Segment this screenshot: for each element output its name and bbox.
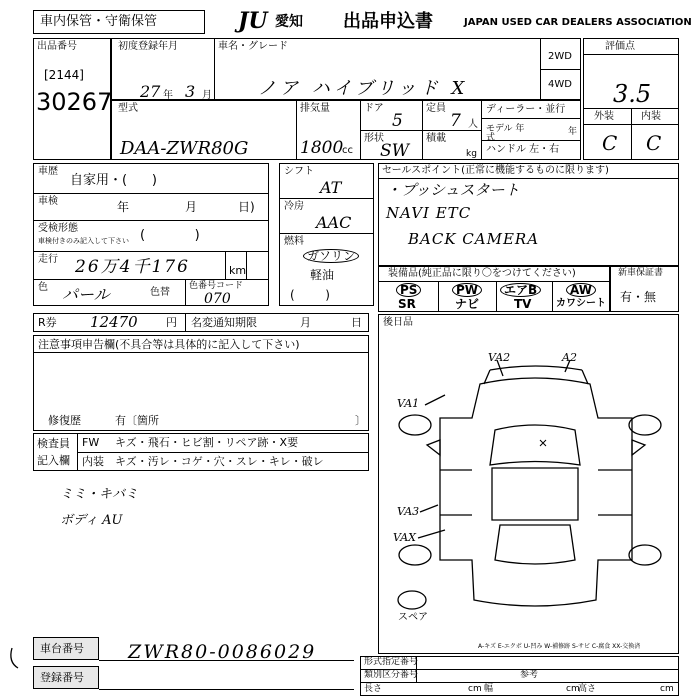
- doors-label: ドア: [364, 103, 384, 114]
- first-reg-year: 27: [140, 82, 161, 101]
- divider: [33, 279, 269, 280]
- r-value: 12470: [90, 313, 138, 331]
- color-code-label: 色番号コード: [189, 281, 244, 291]
- type-value: DAA-ZWR80G: [120, 138, 249, 159]
- interior-insp-label: 内装: [82, 455, 104, 468]
- equip-bottom-1: SR: [398, 297, 416, 311]
- fuel-gas: ガソリン: [303, 249, 359, 263]
- history-label: 車歴: [38, 166, 58, 177]
- sales-line-3: BACK CAMERA: [408, 230, 540, 248]
- divider: [246, 251, 247, 279]
- equipment-label: 装備品(純正品に限り〇をつけてください): [388, 268, 576, 279]
- divider: [77, 452, 369, 453]
- receive-label: 受検形態: [38, 223, 78, 234]
- history-value: 自家用・( ): [70, 173, 157, 188]
- diagram-box: [378, 314, 679, 654]
- first-reg-month-unit: 月: [202, 90, 212, 101]
- interior-grade: C: [646, 131, 662, 155]
- sales-line-2: NAVI ETC: [386, 204, 472, 222]
- remark-2: ボディ AU: [60, 513, 123, 528]
- equip-bottom-3: TV: [514, 297, 532, 311]
- interior-insp-items: キズ・汚レ・コゲ・穴・スレ・キレ・破レ: [115, 455, 324, 468]
- drive-2wd: 2WD: [548, 51, 572, 62]
- height-unit: cm: [660, 684, 674, 694]
- equip-top-3: エアB: [500, 283, 541, 297]
- warranty-label: 新車保証書: [618, 268, 664, 278]
- divider: [279, 233, 374, 234]
- score-value: 3.5: [613, 80, 652, 108]
- model-label: 車名・グレード: [218, 41, 288, 52]
- disp-value: 1800: [300, 138, 344, 158]
- chassis-label: 車台番号: [40, 642, 84, 655]
- shape-label: 形状: [364, 133, 384, 144]
- ac-label: 冷房: [284, 201, 304, 212]
- class-no-label: 類別区分番号: [364, 670, 419, 680]
- divider: [214, 38, 215, 100]
- inspector-label-2: 記入欄: [37, 454, 70, 467]
- divider: [296, 100, 297, 160]
- association-name: JAPAN USED CAR DEALERS ASSOCIATION: [464, 17, 692, 28]
- first-reg-label: 初度登録年月: [118, 41, 178, 52]
- mark-vax: VAX: [393, 531, 416, 544]
- height-label: 高さ: [578, 684, 597, 694]
- mark-va1: VA1: [397, 397, 420, 410]
- color-change-label: 色替: [150, 287, 170, 298]
- r-label: R券: [38, 316, 57, 329]
- divider: [33, 220, 269, 221]
- damage-legend: A-キズ E-エクボ U-凹み W-補修跡 S-サビ C-腐食 XX-交換済: [478, 643, 641, 650]
- type-label: 型式: [118, 103, 138, 114]
- remark-1: ミミ・キバミ: [60, 487, 139, 502]
- mark-a2: A2: [562, 351, 577, 364]
- mark-va3: VA3: [397, 505, 420, 518]
- lot-sub: [2144]: [44, 68, 84, 82]
- divider: [225, 251, 226, 279]
- color-value: パール: [62, 285, 110, 304]
- sales-label: セールスポイント(正常に機能するものに限ります): [382, 165, 609, 176]
- mileage-label: 走行: [38, 254, 58, 265]
- exterior-grade: C: [602, 131, 618, 155]
- ac-value: AAC: [316, 213, 352, 232]
- divider: [552, 281, 553, 312]
- disp-label: 排気量: [300, 103, 330, 114]
- r-unit: 円: [166, 316, 177, 329]
- inspection-year: 年: [117, 200, 130, 214]
- color-code-value: 070: [204, 291, 231, 307]
- dealer-label: ディーラー・並行: [486, 104, 566, 115]
- name-change-day: 日: [351, 316, 362, 329]
- lot-label: 出品番号: [37, 41, 77, 52]
- warranty-value: 有・無: [620, 290, 657, 304]
- len-unit: cm: [468, 684, 482, 694]
- spare-label: スペア: [398, 612, 428, 623]
- load-unit: kg: [466, 149, 477, 159]
- divider: [438, 281, 439, 312]
- divider: [33, 352, 369, 353]
- seats-unit: 人: [468, 119, 478, 130]
- ref-label: 参考: [520, 670, 539, 680]
- lot-number: 30267: [36, 88, 113, 116]
- divider: [360, 682, 679, 683]
- score-label: 評価点: [605, 41, 635, 52]
- chassis-value: ZWR80-0086029: [128, 641, 317, 663]
- shift-value: AT: [320, 178, 342, 197]
- width-label: 幅: [484, 684, 494, 694]
- name-change-label: 名変通知期限: [191, 316, 257, 329]
- fw-label: FW: [82, 436, 100, 449]
- fuel-diesel: 軽油: [310, 268, 335, 282]
- year-unit: 年: [568, 127, 578, 137]
- ju-logo: JU: [238, 8, 268, 34]
- exterior-label: 外装: [594, 111, 614, 122]
- divider: [185, 313, 186, 332]
- divider: [185, 279, 186, 306]
- divider: [279, 198, 374, 199]
- repair-value: 有〔箇所: [115, 414, 159, 427]
- divider: [378, 178, 679, 179]
- equip-top-2: PW: [452, 283, 482, 297]
- first-reg-month: 3: [185, 82, 196, 101]
- receive-value: ( ): [140, 228, 200, 243]
- inspection-month: 月: [185, 200, 198, 214]
- inspection-day: 日): [238, 200, 255, 214]
- divider: [631, 108, 632, 160]
- len-label: 長さ: [364, 684, 383, 694]
- mark-va2: VA2: [488, 351, 511, 364]
- seats-label: 定員: [426, 103, 446, 114]
- divider: [540, 69, 581, 70]
- divider: [583, 54, 679, 55]
- rear-label: 後日品: [383, 317, 413, 328]
- reg-label: 登録番号: [40, 671, 84, 684]
- first-reg-year-unit: 年: [163, 90, 173, 101]
- interior-label: 内装: [641, 111, 661, 122]
- storage-note: 車内保管・守衛保管: [40, 14, 158, 29]
- fw-items: キズ・飛石・ヒビ割・リペア跡・X要: [115, 436, 299, 449]
- divider: [360, 130, 481, 131]
- divider: [496, 281, 497, 312]
- divider: [583, 124, 679, 125]
- repair-close: 〕: [355, 414, 366, 427]
- color-label: 色: [38, 282, 48, 293]
- fuel-label: 燃料: [284, 236, 304, 247]
- model-value: ノア ハイブリッド X: [258, 78, 469, 99]
- doors-value: 5: [392, 111, 403, 131]
- equip-top-1: PS: [396, 283, 421, 297]
- form-title: 出品申込書: [343, 11, 433, 32]
- divider: [378, 281, 610, 282]
- notes-label: 注意事項申告欄(不具合等は具体的に記入して下さい): [38, 338, 300, 351]
- divider: [33, 251, 269, 252]
- load-label: 積載: [426, 133, 446, 144]
- divider: [481, 118, 581, 119]
- shape-value: SW: [380, 141, 410, 161]
- fuel-other: ( ): [290, 288, 330, 302]
- mileage-unit: km: [229, 264, 247, 277]
- divider: [99, 689, 354, 690]
- equip-top-4: AW: [566, 283, 596, 297]
- inspector-label-1: 検査員: [37, 437, 70, 450]
- equip-bottom-4: カワシート: [556, 298, 606, 309]
- form-no-label: 形式指定番号: [364, 657, 419, 667]
- shift-label: シフト: [284, 166, 314, 177]
- divider: [33, 193, 269, 194]
- receive-sub: 車検付きのみ記入して下さい: [38, 237, 129, 245]
- sales-line-1: ・プッシュスタート: [386, 181, 520, 199]
- repair-label: 修復歴: [48, 414, 81, 427]
- inspection-label: 車検: [38, 196, 58, 207]
- disp-unit: cc: [342, 145, 353, 156]
- name-change-month: 月: [300, 316, 311, 329]
- mileage-value: 26万4千176: [75, 257, 190, 277]
- width-unit: cm: [566, 684, 580, 694]
- logo-text: 愛知: [275, 14, 303, 30]
- equip-bottom-2: ナビ: [455, 297, 480, 311]
- model-year-label: モデル 年式: [486, 124, 525, 143]
- divider: [481, 100, 482, 160]
- drive-4wd: 4WD: [548, 79, 572, 90]
- handle-label: ハンドル 左・右: [486, 144, 560, 155]
- seats-value: 7: [450, 111, 461, 131]
